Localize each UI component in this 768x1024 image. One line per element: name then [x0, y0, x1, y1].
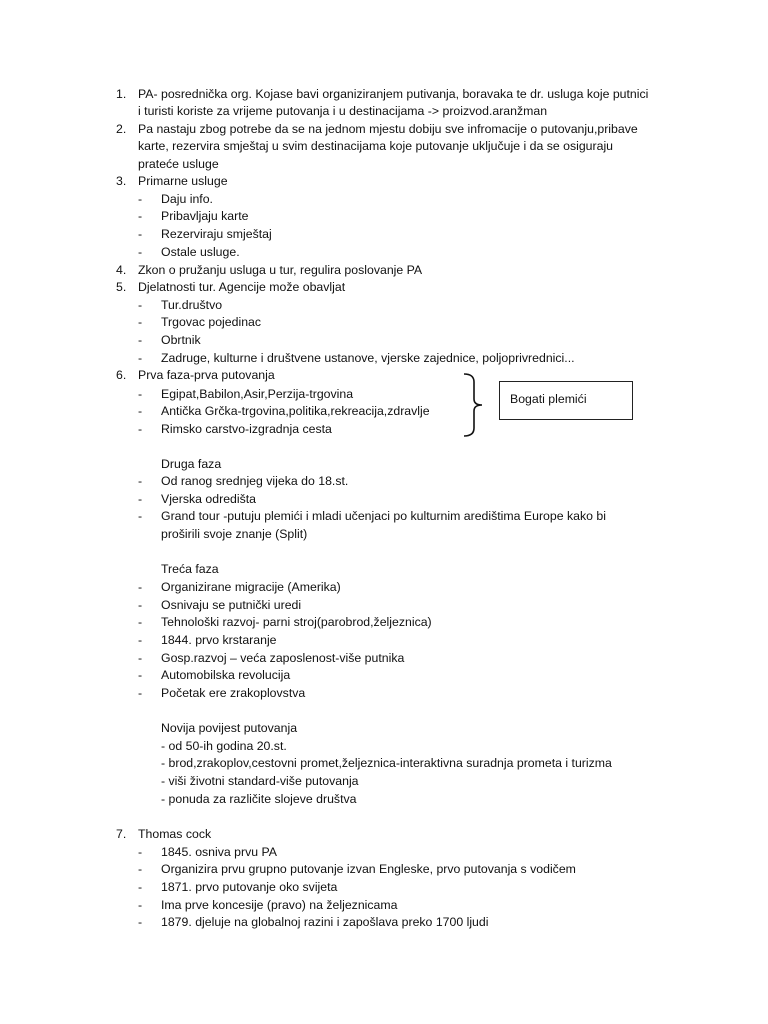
bullet-dash: - [138, 404, 143, 418]
bullet-dash: - [138, 915, 143, 929]
item7-title: Thomas cock [138, 827, 212, 841]
item1-line: i turisti koriste za vrijeme putovanja i u destinacijama -> proizvod.aranžman [138, 104, 548, 118]
bullet-dash: - [138, 651, 143, 665]
phase2-title: Druga faza [161, 457, 222, 471]
list-item: Početak ere zrakoplovstva [161, 686, 306, 700]
list-item: 1871. prvo putovanje oko svijeta [161, 880, 338, 894]
item2-line: karte, rezervira smještaj u svim destinacijama koje putovanje uključuje i da se osiguraju [138, 139, 614, 153]
bullet-dash: - [138, 192, 143, 206]
list-number: 3. [116, 174, 127, 188]
list-item: Ima prve koncesije (pravo) na željeznicama [161, 898, 398, 912]
bullet-dash: - [138, 580, 143, 594]
item4-text: Zkon o pružanju usluga u tur, regulira poslovanje PA [138, 263, 423, 277]
bullet-dash: - [138, 898, 143, 912]
list-item: Egipat,Babilon,Asir,Perzija-trgovina [161, 387, 354, 401]
bullet-dash: - [138, 422, 143, 436]
item2-line: Pa nastaju zbog potrebe da se na jednom mjestu dobiju sve infromacije o putovanju,pribave [138, 122, 638, 136]
list-item: Gosp.razvoj – veća zaposlenost-više putnika [161, 651, 405, 665]
list-item: Organizira prvu grupno putovanje izvan Engleske, prvo putovanja s vodičem [161, 862, 576, 876]
list-item: Tehnološki razvoj- parni stroj(parobrod,željeznica) [161, 615, 432, 629]
list-item: - viši životni standard-više putovanja [161, 774, 359, 788]
bullet-dash: - [138, 492, 143, 506]
item5-title: Djelatnosti tur. Agencije može obavljat [138, 280, 346, 294]
list-number: 2. [116, 122, 127, 136]
annotation-box [499, 381, 633, 420]
list-item: Trgovac pojedinac [161, 315, 262, 329]
list-item-continuation: proširili svoje znanje (Split) [161, 527, 308, 541]
bullet-dash: - [138, 245, 143, 259]
bullet-dash: - [138, 615, 143, 629]
list-item: - ponuda za različite slojeve društva [161, 792, 357, 806]
list-item: Obrtnik [161, 333, 201, 347]
bullet-dash: - [138, 686, 143, 700]
list-number: 1. [116, 87, 127, 101]
list-item: Tur.društvo [161, 298, 223, 312]
item2-line: prateće usluge [138, 157, 219, 171]
bullet-dash: - [138, 862, 143, 876]
list-item: Od ranog srednjeg vijeka do 18.st. [161, 474, 349, 488]
item1-line: PA- posrednička org. Kojase bavi organiziranjem putivanja, boravaka te dr. usluga koje putnici [138, 87, 649, 101]
list-item: Rimsko carstvo-izgradnja cesta [161, 422, 332, 436]
list-number: 7. [116, 827, 127, 841]
right-brace-icon [462, 372, 486, 438]
bullet-dash: - [138, 845, 143, 859]
annotation-text: Bogati plemići [510, 392, 587, 406]
bullet-dash: - [138, 387, 143, 401]
list-number: 5. [116, 280, 127, 294]
bullet-dash: - [138, 880, 143, 894]
bullet-dash: - [138, 474, 143, 488]
list-number: 4. [116, 263, 127, 277]
list-item: Daju info. [161, 192, 213, 206]
list-item: Ostale usluge. [161, 245, 240, 259]
list-item: - od 50-ih godina 20.st. [161, 739, 287, 753]
bullet-dash: - [138, 598, 143, 612]
list-item: 1844. prvo krstaranje [161, 633, 277, 647]
item3-title: Primarne usluge [138, 174, 228, 188]
bullet-dash: - [138, 209, 143, 223]
bullet-dash: - [138, 333, 143, 347]
bullet-dash: - [138, 509, 143, 523]
list-item: 1845. osniva prvu PA [161, 845, 277, 859]
list-item: Vjerska odredišta [161, 492, 257, 506]
list-item: Pribavljaju karte [161, 209, 249, 223]
list-item: Rezerviraju smještaj [161, 227, 272, 241]
list-item: Zadruge, kulturne i društvene ustanove, vjerske zajednice, poljoprivrednici... [161, 351, 575, 365]
list-item: Grand tour -putuju plemići i mladi učenjaci po kulturnim aredištima Europe kako bi [161, 509, 606, 523]
bullet-dash: - [138, 315, 143, 329]
list-item: 1879. djeluje na globalnoj razini i zapošlava preko 1700 ljudi [161, 915, 489, 929]
bullet-dash: - [138, 633, 143, 647]
list-number: 6. [116, 368, 127, 382]
list-item: Organizirane migracije (Amerika) [161, 580, 341, 594]
list-item: Osnivaju se putnički uredi [161, 598, 302, 612]
bullet-dash: - [138, 351, 143, 365]
phase4-title: Novija povijest putovanja [161, 721, 298, 735]
bullet-dash: - [138, 227, 143, 241]
list-item: Automobilska revolucija [161, 668, 291, 682]
list-item: - brod,zrakoplov,cestovni promet,željeznica-interaktivna suradnja prometa i turizma [161, 756, 612, 770]
item6-title: Prva faza-prva putovanja [138, 368, 275, 382]
phase3-title: Treća faza [161, 562, 219, 576]
bullet-dash: - [138, 298, 143, 312]
bullet-dash: - [138, 668, 143, 682]
list-item: Antička Grčka-trgovina,politika,rekreacija,zdravlje [161, 404, 430, 418]
